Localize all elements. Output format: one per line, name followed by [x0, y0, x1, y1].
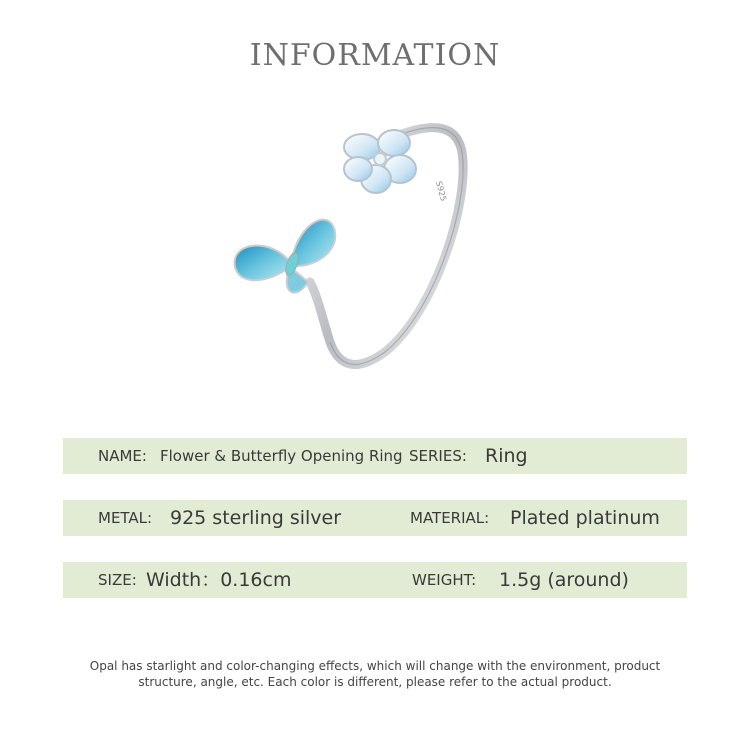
material-value: Plated platinum: [510, 507, 660, 529]
note-line-1: Opal has starlight and color-changing effects, which will change with the environment, product: [89, 659, 661, 673]
engraving-text: S925: [434, 180, 449, 203]
series-label: SERIES:: [409, 447, 467, 465]
name-value: Flower & Butterfly Opening Ring: [160, 447, 403, 465]
product-image: [200, 112, 550, 402]
flower-charm: [344, 130, 416, 193]
page-title: INFORMATION: [249, 38, 501, 73]
series-value: Ring: [485, 445, 528, 467]
spec-row-name: [63, 438, 687, 474]
metal-value: 925 sterling silver: [170, 507, 342, 529]
size-label: SIZE:: [98, 571, 137, 589]
name-label: NAME:: [98, 447, 147, 465]
size-value: Width：0.16cm: [146, 569, 292, 591]
material-label: MATERIAL:: [410, 509, 490, 527]
ring-illustration: [200, 112, 550, 402]
spec-row-metal: [63, 500, 687, 536]
weight-value: 1.5g (around): [499, 569, 629, 591]
note-line-2: structure, angle, etc. Each color is different, please refer to the actual product.: [138, 675, 612, 689]
metal-label: METAL:: [98, 509, 153, 527]
butterfly-charm: [235, 220, 336, 293]
weight-label: WEIGHT:: [412, 571, 477, 589]
disclaimer-note: [0, 658, 750, 690]
spec-row-size: [63, 562, 687, 598]
